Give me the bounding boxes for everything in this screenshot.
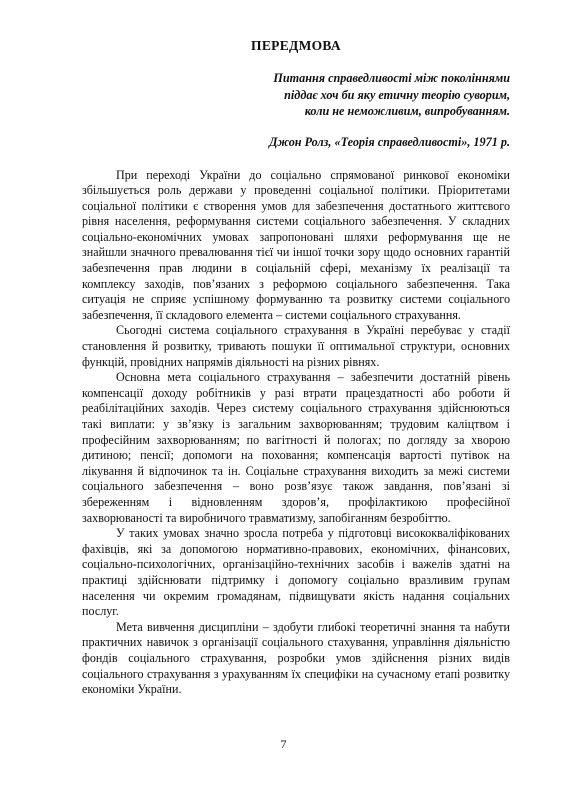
document-body — [82, 168, 510, 698]
page-title: ПЕРЕДМОВА — [251, 38, 341, 53]
paragraph: При переході України до соціально спрямованої ринкової економіки збільшується роль держави у проведенні соціальної політики. Пріоритетами соціальної політики є створення умов для забезпечення достатнього життєвого рівня населення, реформування системи соціального забезпечення. У складних соціально-економічних умовах запропоновані шляхи реформування ще не знайшли значного превалювання тієї чи іншої точки зору щодо основних гарантій забезпечення прав людини в соціальній сфері, механізму їх реалізації та комплексу заходів, пов’язаних з реформою соціального забезпечення. Така ситуація не сприяє успішному формуванню та розвитку системи соціального забезпечення, її складового елемента – системи соціального страхування. — [82, 167, 510, 322]
epigraph-line: коли не неможливим, випробуванням. — [304, 104, 510, 118]
epigraph-attribution: Джон Ролз, «Теорія справедливості», 1971 р. — [269, 134, 510, 149]
epigraph-line: піддає хоч би яку етичну теорію суворим, — [284, 87, 510, 102]
paragraph: Основна мета соціального страхування – забезпечити достатній рівень компенсації доходу робітників у разі втрати працездатності або роботи й реабілітаційних заходів. Через систему соціального страхування здійснюються такі виплати: у зв’язку із загальним захворюванням; трудовим каліцтвом і професійним захворюванням; по вагітності й пологах; по догляду за хворою дитиною; пенсії; допомоги на поховання; компенсація вартості путівок на лікування й відпочинок та ін. Соціальне страхування виходить за межі системи соціального забезпечення – воно розв’язує також завдання, пов’язані зі збереженням і відновленням здоров’я, профілактикою професійної захворюваності та виробничого травматизму, запобіганням безробіттю. — [82, 370, 510, 525]
paragraph: У таких умовах значно зросла потреба у підготовці висококваліфікованих фахівців, які за допомогою нормативно-правових, економічних, фінансових, соціально-психологічних, організаційно-технічних засобів і важелів здатні на практиці здійснювати підтримку і допомогу соціально вразливим групам населення чи окремим громадянам, підвищувати якість надання соціальних послуг. — [82, 526, 510, 619]
epigraph-line: Питання справедливості між поколіннями — [273, 71, 510, 85]
epigraph — [82, 70, 510, 120]
paragraph: Сьогодні система соціального страхування в Україні перебуває у стадії становлення й розвитку, тривають пошуки її оптимальної структури, основних функцій, провідних напрямів діяльності на різних рівнях. — [82, 323, 510, 369]
page-number: 7 — [280, 737, 287, 751]
paragraph: Мета вивчення дисципліни – здобути глибокі теоретичні знання та набути практичних навичок з організації соціального стахування, управління діяльністю фондів соціального страхування, розробки умов здійснення різних видів соціального страхування з урахуванням їх специфіки на сучасному етапі розвитку економіки України. — [82, 619, 510, 697]
